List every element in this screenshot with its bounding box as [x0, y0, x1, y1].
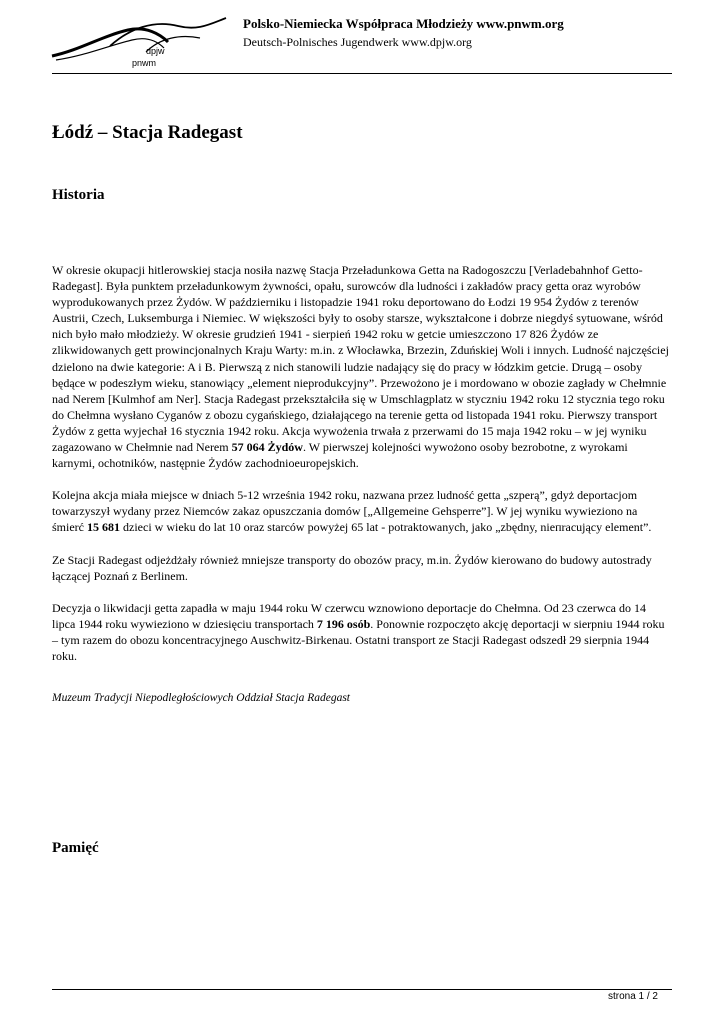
pnwm-dpjw-logo-icon	[50, 16, 230, 72]
history-paragraph-2: Kolejna akcja miała miejsce w dniach 5-12 września 1942 roku, nazwana przez ludność getta „szperą”, gdyż deportacjom towarzyszył wydany przez Niemców zakaz opuszczania domów [„Allgemeine Gehsperre”]. W jej wyniku wywieziono na śmierć 15 681 dzieci w wieku do lat 10 oraz starców powyżej 65 lat - potraktowanych, jako „zbędny, nieпracujący element”.	[52, 488, 652, 535]
footer-divider	[52, 989, 672, 990]
logo-text-pnwm: pnwm	[132, 58, 157, 68]
header-org-german: Deutsch-Polnisches Jugendwerk www.dpjw.org	[243, 35, 472, 49]
page-header	[0, 0, 725, 80]
highlight-number: 7 196 osób	[316, 616, 371, 631]
page-title: Łódź – Stacja Radegast	[52, 122, 243, 143]
highlight-number: 15 681	[87, 520, 120, 535]
header-org-polish: Polsko-Niemiecka Współpraca Młodzieży www.pnwm.org	[243, 16, 564, 31]
logo-text-dpjw: dpjw	[146, 46, 165, 56]
section-heading-memory: Pamięć	[52, 840, 99, 856]
history-paragraph-4: Decyzja o likwidacji getta zapadła w maju 1944 roku W czerwcu wznowiono deportacje do Chełmna. Od 23 czerwca do 14 lipca 1944 roku wywieziono w dziesięciu transportach 7 196 osób. Ponownie rozpoczęto akcję deportacji w sierpniu 1944 roku – tym razem do obozu koncentracyjnego Auschwitz-Birkenau. Ostatni transport ze Stacji Radegast odszedł 29 sierpnia 1944 roku.	[52, 600, 665, 663]
header-divider	[52, 73, 672, 74]
page-number: strona 1 / 2	[607, 991, 658, 1002]
history-body	[52, 262, 672, 680]
source-attribution: Muzeum Tradycji Niepodległościowych Oddział Stacja Radegast	[52, 692, 351, 704]
history-paragraph-1: W okresie okupacji hitlerowskiej stacja nosiła nazwę Stacja Przeładunkowa Getta na Radogoszczu [Verladebahnhof Getto-Radegast]. Była punktem przeładunkowym żywności, opału, surowców dla ludności i zakładów pracy getta oraz wyrobów wyprodukowanych przez Żydów. W październiku i listopadzie 1941 roku deportowano do Łodzi 19 954 Żydów z terenów Austrii, Czech, Luksemburga i Niemiec. W większości były to osoby starsze, wykształcone i dobrze niegdyś sytuowane, wśród nich było mało młodzieży. W okresie grudzień 1941 - sierpień 1942 roku w getcie umieszczono 17 826 Żydów ze zlikwidowanych gett prowincjonalnych Kraju Warty: m.in. z Włocławka, Brzezin, Zduńskiej Woli i innych. Ludność najczęściej dzielono na dwie kategorie: A i B. Pierwszą z nich stanowili ludzie nadający się do pracy w łódzkim getcie. Drugą – osoby będące w podeszłym wieku, stanowiący „element nieprodukcyjny”. Przewożono je i mordowano w obozie zagłady w Chełmnie nad Nerem [Kulmhof am Ner]. Stacja Radegast przekształciła się w Umschlagplatz w styczniu 1942 roku 12 stycznia tego roku do Chełmna wysłano Cyganów z obozu cygańskiego, działającego na terenie getta od listopada 1941 roku. Pierwszy transport Żydów z getta wyjechał 16 stycznia 1942 roku. Akcja wywożenia trwała z przerwami do 15 maja 1942 roku – w jej wyniku zagazowano w Chełmnie nad Nerem 57 064 Żydów. W pierwszej kolejności wywożono osoby bezrobotne, z wyrokami karnymi, ochotników, następnie Żydów zachodnioeuropejskich.	[52, 263, 669, 471]
section-heading-history: Historia	[52, 187, 105, 203]
highlight-number: 57 064 Żydów	[231, 440, 303, 455]
history-paragraph-3: Ze Stacji Radegast odjeżdżały również mniejsze transporty do obozów pracy, m.in. Żydów kierowano do budowy autostrady łączącej Poznań z Berlinem.	[52, 552, 652, 583]
